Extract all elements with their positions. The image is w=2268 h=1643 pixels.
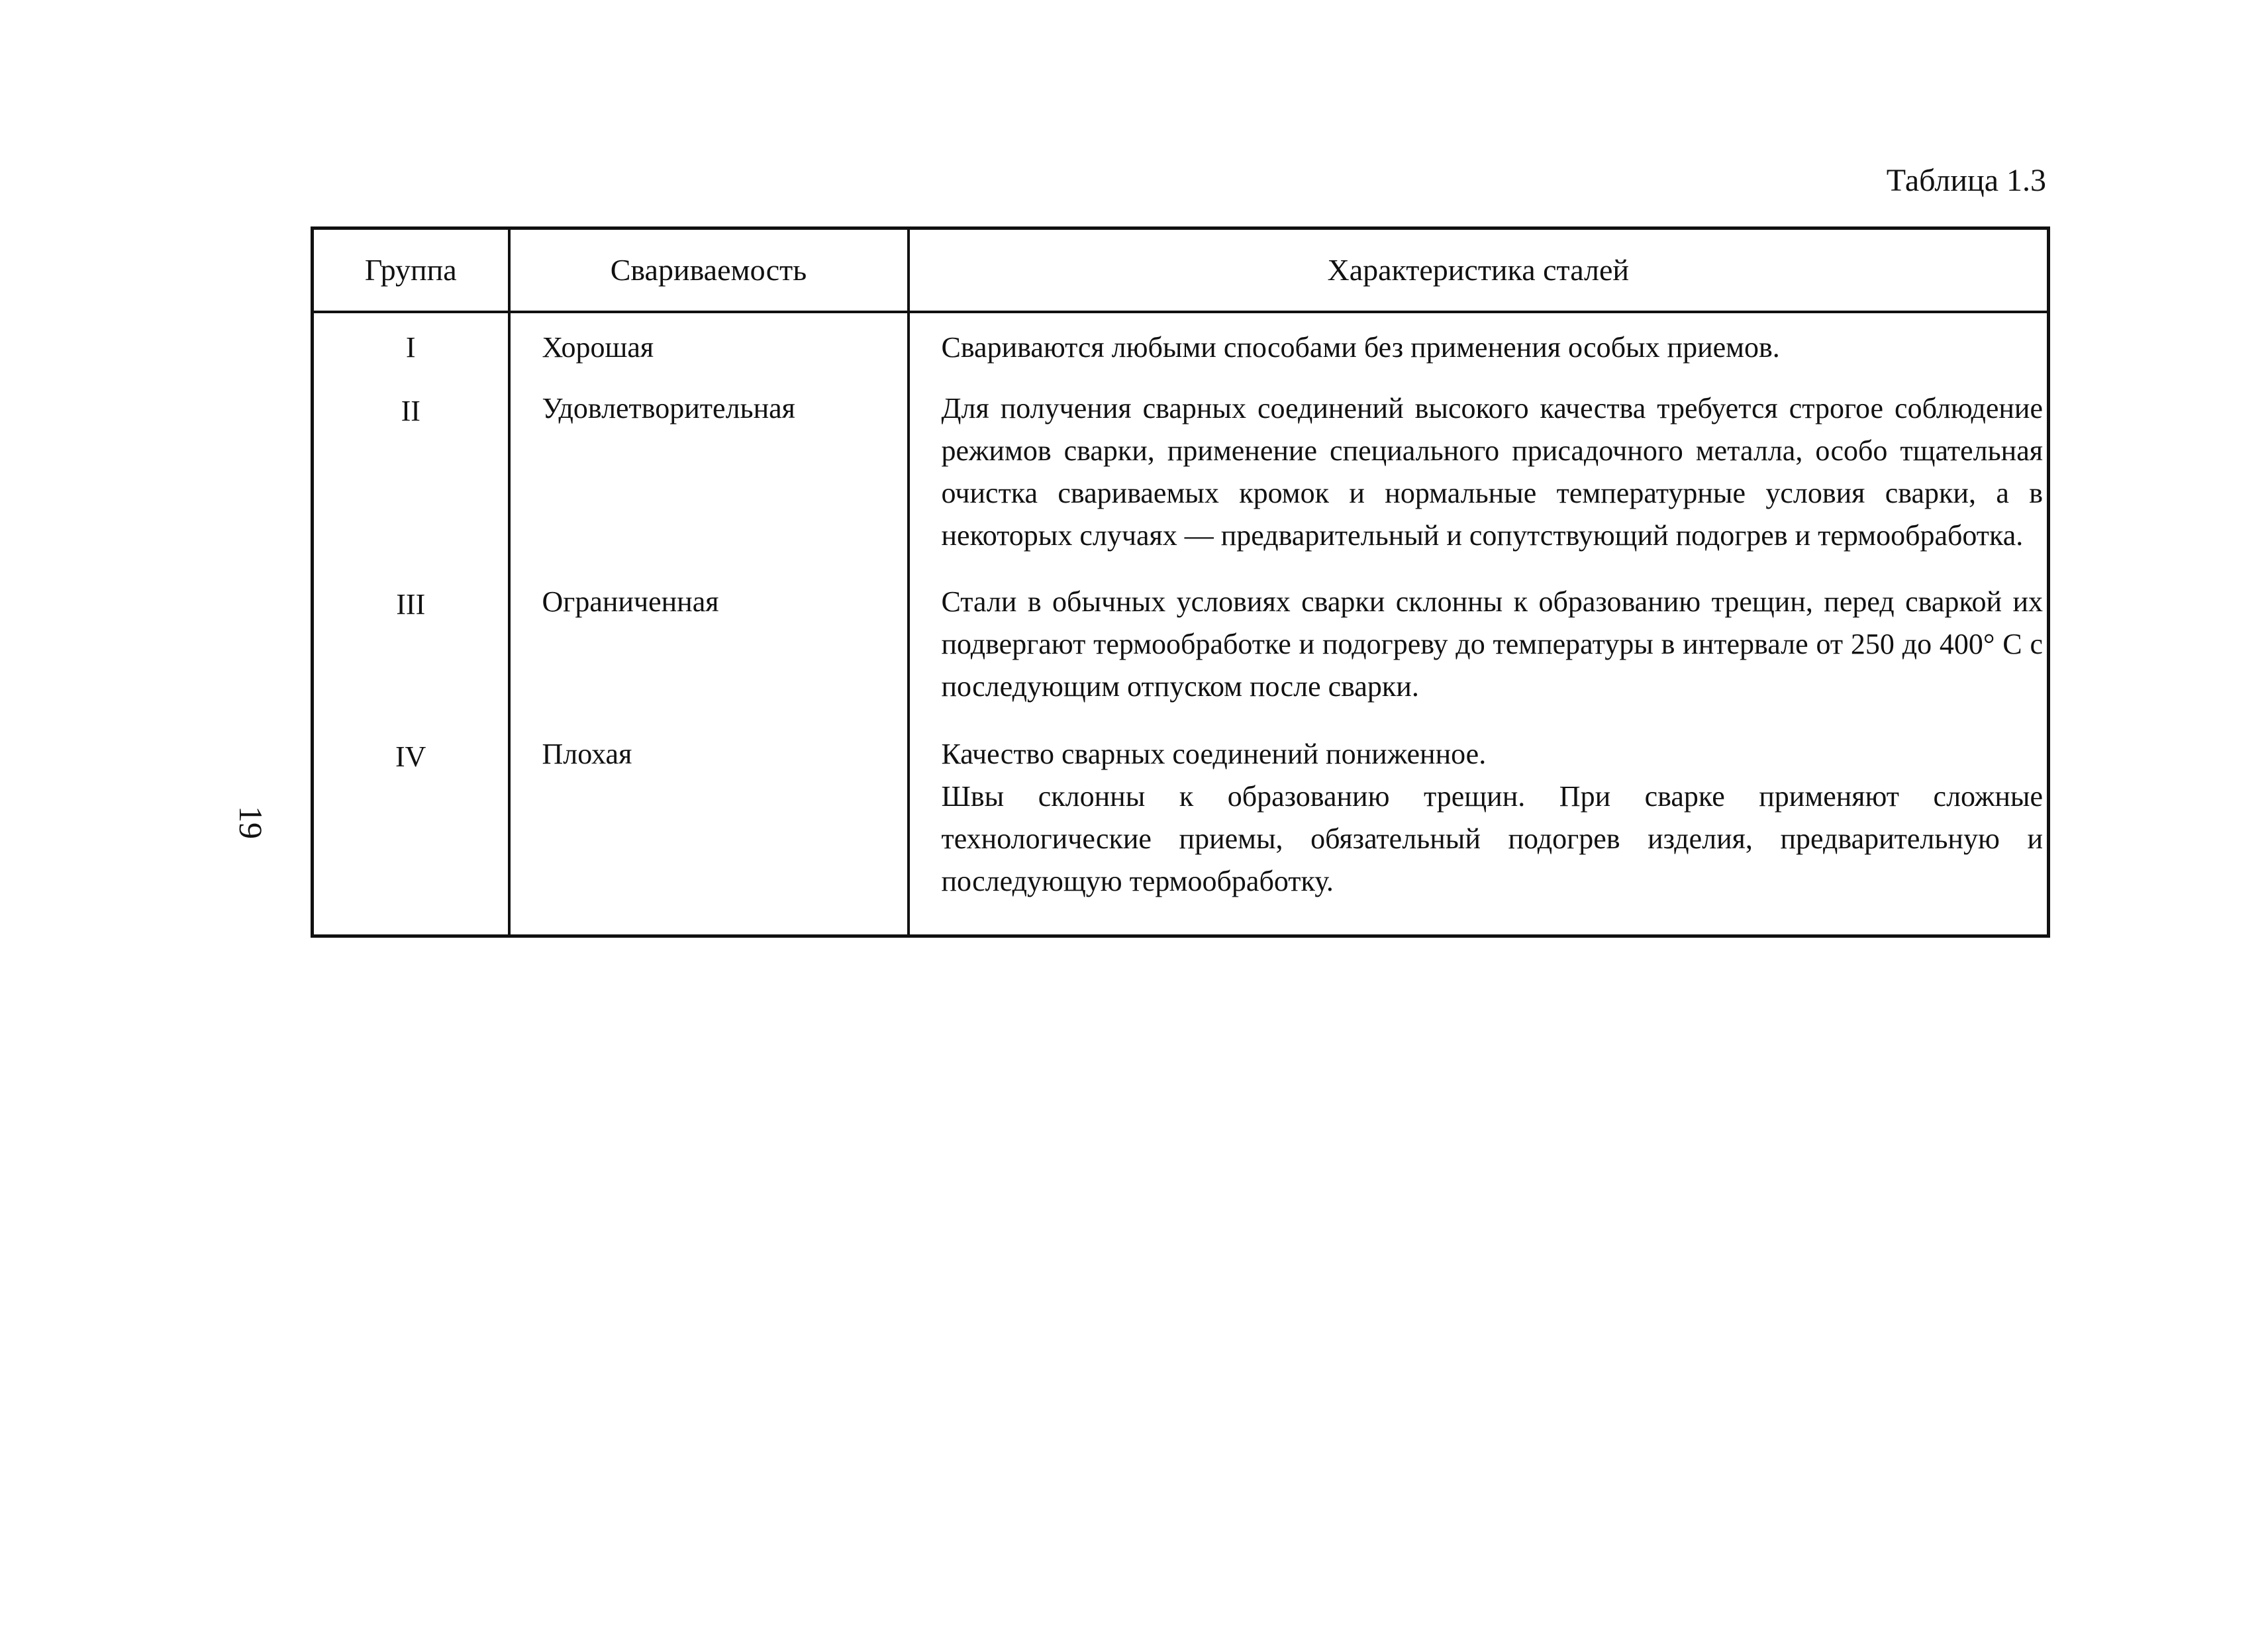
page-number: 19	[232, 806, 270, 839]
description-text: Стали в обычных условиях сварки склонны к образованию трещин, перед сваркой их подвергают термообработке и подогреву до температуры в интервале от 250 до 400° С с последующим отпуском после сварки.	[941, 585, 2043, 703]
table-row	[313, 581, 2049, 733]
table-caption: Таблица 1.3	[1886, 163, 2046, 198]
table-row	[313, 387, 2049, 581]
table-header-row	[313, 228, 2049, 313]
description-text: Для получения сварных соединений высокого качества требуется строгое соблюдение режимов сварки, применение специального присадочного металла, особо тщательная очистка свариваемых кромок и нормальные температурные условия сварки, а в некоторых случаях — предварительный и сопутствующий подогрев и термообработка.	[941, 392, 2043, 552]
header-group: Группа	[313, 228, 509, 313]
cell-group: IV	[313, 733, 509, 936]
description-text: Свариваются любыми способами без применения особых приемов.	[941, 331, 1780, 364]
cell-weldability: Ограниченная	[509, 581, 909, 733]
cell-group: I	[313, 312, 509, 387]
cell-group: III	[313, 581, 509, 733]
cell-description	[909, 581, 2049, 733]
header-characteristics: Характеристика сталей	[909, 228, 2049, 313]
cell-weldability: Удовлетворительная	[509, 387, 909, 581]
table-row	[313, 733, 2049, 936]
cell-group: II	[313, 387, 509, 581]
cell-description	[909, 312, 2049, 387]
description-text: Качество сварных соединений пониженное.	[941, 738, 1487, 770]
steel-weldability-table	[311, 226, 2050, 938]
table-row	[313, 312, 2049, 387]
cell-weldability: Хорошая	[509, 312, 909, 387]
cell-weldability: Плохая	[509, 733, 909, 936]
description-text: Швы склонны к образованию трещин. При сварке применяют сложные технологические приемы, обязательный подогрев изделия, предварительную и последующую термообработку.	[941, 780, 2043, 897]
cell-description	[909, 733, 2049, 936]
header-weldability: Свариваемость	[509, 228, 909, 313]
cell-description	[909, 387, 2049, 581]
